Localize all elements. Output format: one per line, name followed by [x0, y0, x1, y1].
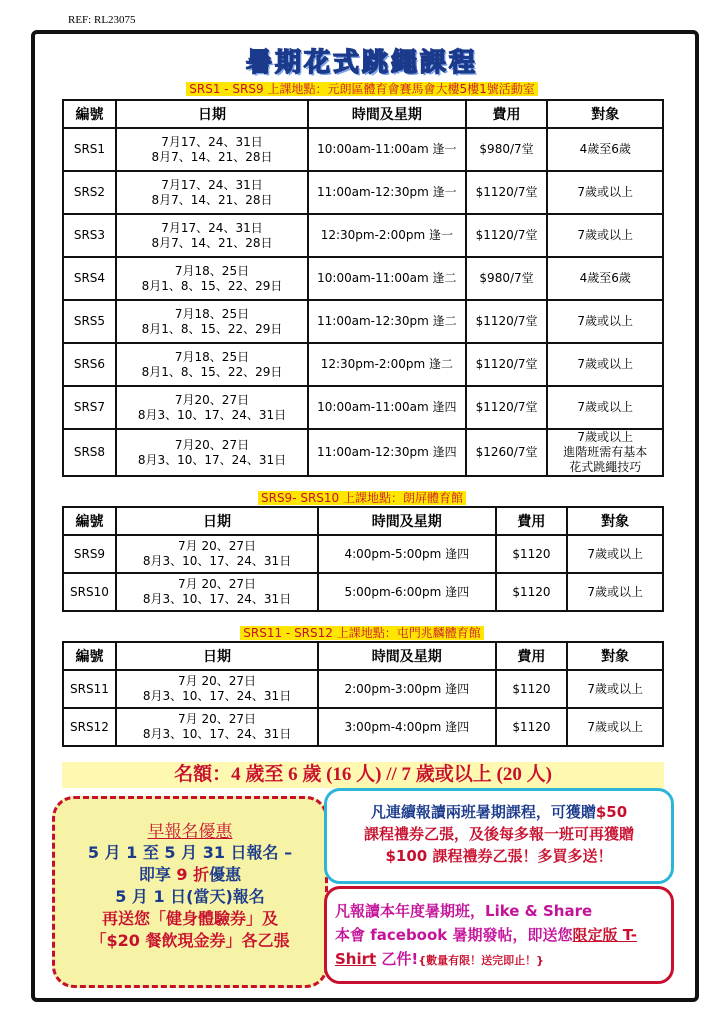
schedule-table-3 — [62, 641, 664, 747]
course-target: 7歲或以上 — [547, 386, 663, 429]
header-date: 日期 — [116, 642, 318, 670]
table-row — [63, 128, 663, 171]
course-time: 4:00pm-5:00pm 逢四 — [318, 535, 495, 573]
header-time: 時間及星期 — [318, 507, 495, 535]
table-row — [63, 535, 663, 573]
course-code: SRS11 — [63, 670, 116, 708]
header-code: 編號 — [63, 100, 116, 128]
table-header-row — [63, 642, 663, 670]
dates-july: 7月17、24、31日 — [161, 134, 263, 149]
like-share-text: Like & Share — [485, 902, 593, 920]
dates-august: 8月3、10、17、24、31日 — [137, 407, 287, 422]
header-fee: 費用 — [496, 642, 568, 670]
course-dates — [116, 343, 308, 386]
header-code: 編號 — [63, 642, 116, 670]
course-dates — [116, 535, 318, 573]
dates-august: 8月7、14、21、28日 — [151, 235, 273, 250]
course-dates — [116, 670, 318, 708]
course-dates — [116, 214, 308, 257]
course-code: SRS12 — [63, 708, 116, 746]
dates-august: 8月3、10、17、24、31日 — [142, 727, 292, 741]
course-time: 5:00pm-6:00pm 逢四 — [318, 573, 495, 611]
course-fee: $1120 — [496, 573, 568, 611]
course-dates — [116, 708, 318, 746]
schedule-table-1 — [62, 99, 664, 477]
facebook-offer-box: 凡報讀本年度暑期班，Like & Share 本會 facebook 暑期發帖，即送您限定版 T-Shirt 乙件!{數量有限！送完即止！} — [324, 886, 674, 984]
table-row — [63, 171, 663, 214]
course-fee: $1120 — [496, 535, 568, 573]
course-fee: $1120 — [496, 708, 568, 746]
course-fee: $1120/7堂 — [466, 214, 548, 257]
dates-august: 8月7、14、21、28日 — [151, 192, 273, 207]
early-bird-line4: 再送您「健身體驗券」及 — [101, 909, 278, 928]
table-row — [63, 214, 663, 257]
header-target: 對象 — [567, 507, 663, 535]
course-dates — [116, 573, 318, 611]
table-row — [63, 429, 663, 476]
table-row — [63, 386, 663, 429]
course-target: 7歲或以上 — [567, 708, 663, 746]
dates-july: 7月20、27日 — [174, 437, 250, 452]
course-time: 10:00am-11:00am 逢一 — [308, 128, 466, 171]
course-dates — [116, 128, 308, 171]
course-fee: $1120/7堂 — [466, 386, 548, 429]
location-3-text: SRS11 - SRS12 上課地點：屯門兆麟體育館 — [240, 626, 483, 640]
course-fee: $980/7堂 — [466, 128, 548, 171]
course-time: 2:00pm-3:00pm 逢四 — [318, 670, 495, 708]
dates-august: 8月3、10、17、24、31日 — [137, 452, 287, 467]
header-fee: 費用 — [466, 100, 548, 128]
multi-course-offer-box: 凡連續報讀兩班暑期課程，可獲贈$50 課程禮券乙張，及後每多報一班可再獲贈 $100 課程禮券乙張！多買多送！ — [324, 788, 674, 884]
early-bird-box — [52, 796, 328, 988]
course-dates — [116, 300, 308, 343]
course-target: 7歲或以上 進階班需有基本 花式跳繩技巧 — [547, 429, 663, 476]
early-bird-line2: 即享 9 折優惠 — [138, 865, 242, 884]
header-time: 時間及星期 — [308, 100, 466, 128]
course-code: SRS2 — [63, 171, 116, 214]
discount-text: 9 折 — [176, 865, 210, 884]
dates-july: 7月17、24、31日 — [161, 220, 263, 235]
course-dates — [116, 386, 308, 429]
location-3 — [0, 624, 724, 641]
table-row — [63, 300, 663, 343]
course-code: SRS1 — [63, 128, 116, 171]
table-row — [63, 708, 663, 746]
course-code: SRS9 — [63, 535, 116, 573]
dates-august: 8月7、14、21、28日 — [151, 149, 273, 164]
voucher-100: $100 — [385, 847, 428, 865]
course-fee: $1120/7堂 — [466, 171, 548, 214]
dates-july: 7月20、27日 — [174, 392, 250, 407]
header-date: 日期 — [116, 100, 308, 128]
schedule-table-2 — [62, 506, 664, 612]
course-time: 3:00pm-4:00pm 逢四 — [318, 708, 495, 746]
header-target: 對象 — [547, 100, 663, 128]
course-fee: $1120 — [496, 670, 568, 708]
course-target: 4歲至6歲 — [547, 128, 663, 171]
course-code: SRS7 — [63, 386, 116, 429]
limited-tshirt-text: 限定版 T-Shirt — [335, 926, 637, 968]
course-target: 7歲或以上 — [547, 343, 663, 386]
course-time: 12:30pm-2:00pm 逢一 — [308, 214, 466, 257]
course-target: 4歲至6歲 — [547, 257, 663, 300]
location-2-text: SRS9- SRS10 上課地點：朗屏體育館 — [258, 491, 466, 505]
limited-quantity-note: {數量有限！送完即止！} — [418, 954, 544, 967]
location-1-text: SRS1 - SRS9 上課地點：元朗區體育會賽馬會大樓5樓1號活動室 — [186, 82, 537, 96]
course-dates — [116, 171, 308, 214]
course-time: 11:00am-12:30pm 逢一 — [308, 171, 466, 214]
header-fee: 費用 — [496, 507, 568, 535]
dates-july: 7月 20、27日 — [178, 577, 257, 591]
course-dates — [116, 429, 308, 476]
early-bird-line3: 5 月 1 日(當天)報名 — [115, 887, 265, 906]
course-fee: $1120/7堂 — [466, 343, 548, 386]
header-target: 對象 — [567, 642, 663, 670]
voucher-50: $50 — [595, 803, 628, 821]
header-time: 時間及星期 — [318, 642, 495, 670]
location-1 — [0, 80, 724, 97]
course-target: 7歲或以上 — [547, 300, 663, 343]
dates-august: 8月3、10、17、24、31日 — [142, 592, 292, 606]
course-code: SRS4 — [63, 257, 116, 300]
dates-august: 8月3、10、17、24、31日 — [142, 689, 292, 703]
location-2 — [0, 489, 724, 506]
course-time: 10:00am-11:00am 逢四 — [308, 386, 466, 429]
course-code: SRS10 — [63, 573, 116, 611]
dates-july: 7月18、25日 — [174, 349, 250, 364]
course-fee: $980/7堂 — [466, 257, 548, 300]
course-code: SRS6 — [63, 343, 116, 386]
course-target: 7歲或以上 — [547, 171, 663, 214]
course-target: 7歲或以上 — [567, 670, 663, 708]
early-bird-line1: 5 月 1 至 5 月 31 日報名 – — [87, 843, 293, 862]
dates-july: 7月17、24、31日 — [161, 177, 263, 192]
course-fee: $1120/7堂 — [466, 300, 548, 343]
quota-banner: 名額：4 歲至 6 歲 (16 人) // 7 歲或以上 (20 人) — [62, 762, 664, 788]
course-target: 7歲或以上 — [567, 573, 663, 611]
course-time: 11:00am-12:30pm 逢二 — [308, 300, 466, 343]
dates-august: 8月1、8、15、22、29日 — [141, 278, 283, 293]
dates-july: 7月 20、27日 — [178, 712, 257, 726]
course-code: SRS8 — [63, 429, 116, 476]
facebook-text: facebook — [370, 926, 448, 944]
course-time: 10:00am-11:00am 逢二 — [308, 257, 466, 300]
course-code: SRS5 — [63, 300, 116, 343]
course-target: 7歲或以上 — [547, 214, 663, 257]
table-header-row — [63, 100, 663, 128]
header-code: 編號 — [63, 507, 116, 535]
voucher-amount: $20 — [106, 931, 140, 950]
dates-august: 8月3、10、17、24、31日 — [142, 554, 292, 568]
dates-august: 8月1、8、15、22、29日 — [141, 321, 283, 336]
table-row — [63, 257, 663, 300]
early-bird-heading: 早報名優惠 — [147, 822, 233, 842]
dates-july: 7月 20、27日 — [178, 674, 257, 688]
dates-july: 7月 20、27日 — [178, 539, 257, 553]
table-row — [63, 670, 663, 708]
course-code: SRS3 — [63, 214, 116, 257]
early-bird-line5: 「$20 餐飲現金券」各乙張 — [90, 931, 290, 950]
page-title: 暑期花式跳繩課程 — [245, 48, 478, 78]
course-time: 12:30pm-2:00pm 逢二 — [308, 343, 466, 386]
table-row — [63, 343, 663, 386]
course-dates — [116, 257, 308, 300]
table-header-row — [63, 507, 663, 535]
course-time: 11:00am-12:30pm 逢四 — [308, 429, 466, 476]
course-fee: $1260/7堂 — [466, 429, 548, 476]
header-date: 日期 — [116, 507, 318, 535]
dates-july: 7月18、25日 — [174, 263, 250, 278]
table-row — [63, 573, 663, 611]
dates-july: 7月18、25日 — [174, 306, 250, 321]
course-target: 7歲或以上 — [567, 535, 663, 573]
dates-august: 8月1、8、15、22、29日 — [141, 364, 283, 379]
reference-code: REF: RL23075 — [68, 14, 136, 26]
